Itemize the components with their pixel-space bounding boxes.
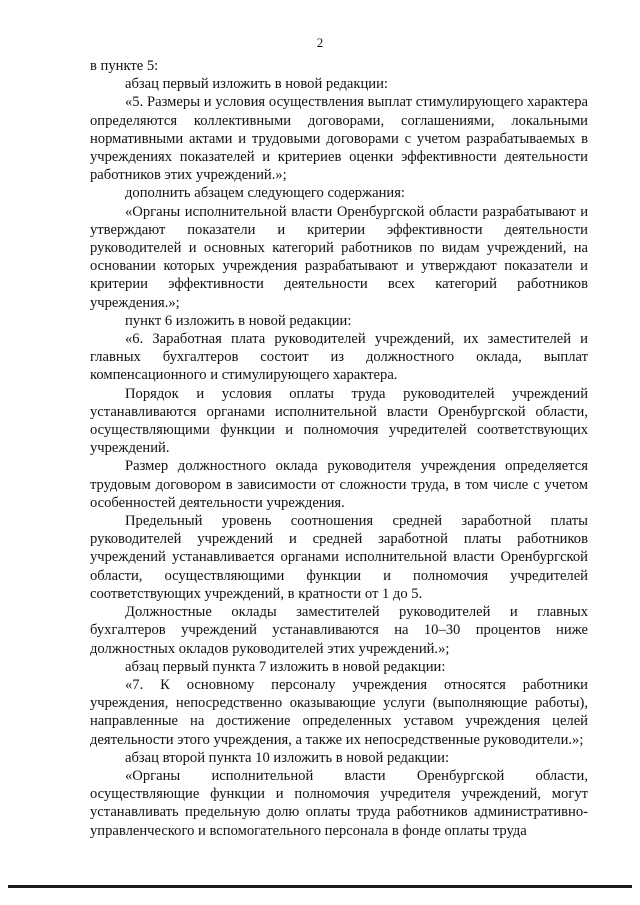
paragraph: «6. Заработная плата руководителей учреждений, их заместителей и главных бухгалтеров состоит из должностного оклада, выплат компенсационного и стимулирующего характера. (90, 331, 588, 384)
paragraph: Предельный уровень соотношения средней заработной платы руководителей учреждений и средней заработной платы работников учреждений устанавливается органами исполнительной власти Оренбургской области, осуществляющими функции и полномочия учредителей соответствующих учреждений, в кратности от 1 до 5. (90, 513, 588, 602)
paragraph: абзац второй пункта 10 изложить в новой редакции: (125, 749, 450, 766)
paragraph: Размер должностного оклада руководителя учреждения определяется трудовым договором в зависимости от сложности труда, в том числе с учетом особенностей деятельности учреждения. (90, 458, 588, 511)
paragraph: дополнить абзацем следующего содержания: (125, 185, 405, 202)
paragraph: «Органы исполнительной власти Оренбургской области, осуществляющие функции и полномочия учредителя учреждений, могут устанавливать предельную долю оплаты труда работников административно-управленческого и вспомогательного персонала в фонде оплаты труда (90, 767, 588, 839)
bottom-rule (8, 885, 632, 888)
page-number: 2 (316, 35, 324, 50)
paragraph: «5. Размеры и условия осуществления выплат стимулирующего характера определяются коллективными договорами, соглашениями, локальными нормативными актами и трудовыми договорами с учетом разрабатываемых в учреждениях показателей и критериев оценки эффективности деятельности работников этих учреждений.»; (90, 94, 588, 184)
paragraph: «7. К основному персоналу учреждения относятся работники учреждения, непосредственно оказывающие услуги (выполняющие работы), направленные на достижение определенных уставом учреждения целей деятельности этого учреждения, а также их непосредственные руководители.»; (90, 676, 588, 748)
paragraph: Должностные оклады заместителей руководителей и главных бухгалтеров учреждений устанавливаются на 10–30 процентов ниже должностных окладов руководителей этих учреждений.»; (90, 604, 588, 657)
paragraph: пункт 6 изложить в новой редакции: (125, 312, 352, 329)
paragraph: абзац первый изложить в новой редакции: (125, 76, 388, 93)
paragraph: «Органы исполнительной власти Оренбургской области разрабатывают и утверждают показатели и критерии эффективности деятельности руководителей и основных категорий работников по видам учреждений, на основании которых учреждения разрабатывают и утверждают показатели и критерии эффективности деятельности всех категорий работников учреждения.»; (90, 203, 588, 311)
paragraph: в пункте 5: (90, 58, 159, 74)
paragraph: абзац первый пункта 7 изложить в новой редакции: (125, 658, 446, 675)
document-body (90, 57, 588, 840)
paragraph: Порядок и условия оплаты труда руководителей учреждений устанавливаются органами исполнительной власти Оренбургской области, осуществляющими функции и полномочия учредителей соответствующих учреждений. (90, 385, 588, 457)
